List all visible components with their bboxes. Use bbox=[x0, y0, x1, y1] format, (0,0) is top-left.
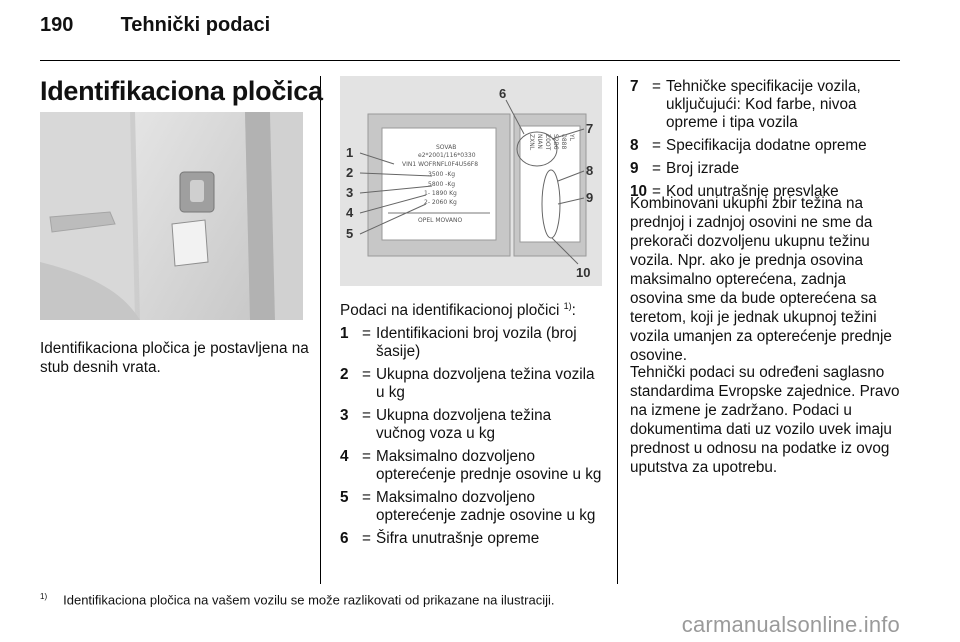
item-number: 10 bbox=[630, 183, 648, 200]
paragraph-axle-weights: Kombinovani ukupni zbir težina na prednjoj i zadnjoj osovini ne sme da prekorači dozvoljenu ukupnu težinu vozila. Npr. ako je prednja osovina maksimalno opterećena, zadnja osovina sme da bude opterećena sa teretom, koji je jednak ukupnoj težini vozila umanjen za opterećenje prednje osovine. bbox=[630, 195, 892, 364]
column-divider-1 bbox=[320, 76, 321, 584]
item-number: 6 bbox=[340, 530, 349, 547]
strip-col-3: Z0OT bbox=[544, 134, 551, 151]
list-item bbox=[340, 407, 602, 443]
callout-2: 2 bbox=[346, 165, 354, 180]
item-number: 7 bbox=[630, 78, 639, 95]
plate-intro-suffix: : bbox=[571, 302, 576, 320]
strip-col-6: YL bbox=[568, 134, 575, 142]
column-divider-2 bbox=[617, 76, 618, 584]
plate-line-7: 2- 2060 Kg bbox=[424, 199, 457, 206]
callout-6: 6 bbox=[499, 86, 507, 101]
item-eq: = bbox=[652, 160, 661, 177]
list-item bbox=[340, 325, 602, 361]
plate-line-1: SOVAB bbox=[436, 144, 457, 151]
item-number: 3 bbox=[340, 407, 349, 424]
watermark: carmanualsonline.info bbox=[681, 612, 900, 637]
item-eq: = bbox=[362, 489, 371, 506]
item-text: Ukupna dozvoljena težina vozila u kg bbox=[376, 366, 595, 401]
list-item bbox=[340, 489, 602, 525]
item-number: 2 bbox=[340, 366, 349, 383]
identification-plate-illustration bbox=[340, 76, 602, 286]
plate-line-5: 5800 -Kg bbox=[428, 181, 456, 188]
list-item bbox=[340, 530, 602, 548]
item-text: Identifikacioni broj vozila (broj šasije) bbox=[376, 325, 577, 360]
item-number: 4 bbox=[340, 448, 349, 465]
item-eq: = bbox=[362, 366, 371, 383]
plate-items-list-1 bbox=[340, 325, 602, 553]
callout-3: 3 bbox=[346, 185, 354, 200]
item-number: 8 bbox=[630, 137, 639, 154]
plate-line-6: 1- 1890 Kg bbox=[424, 190, 457, 197]
plate-line-2: e2*2001/116*0330 bbox=[418, 152, 476, 159]
strip-col-4: S2B6 bbox=[552, 134, 559, 150]
callout-8: 8 bbox=[586, 163, 594, 178]
strip-col-5: 0888 bbox=[560, 134, 567, 150]
plate-intro bbox=[340, 297, 610, 320]
plate-line-8: OPEL MOVANO bbox=[418, 217, 463, 224]
list-item bbox=[630, 137, 900, 155]
plate-line-4: 3500 -Kg bbox=[428, 171, 456, 178]
item-text: Ukupna dozvoljena težina vučnog voza u kg bbox=[376, 407, 552, 442]
item-text: Šifra unutrašnje opreme bbox=[376, 530, 540, 547]
item-eq: = bbox=[362, 407, 371, 424]
item-text: Tehničke specifikacije vozila, uključujući: Kod farbe, nivoa opreme i tipa vozila bbox=[666, 78, 861, 131]
header-rule bbox=[40, 60, 900, 61]
plate-diagram bbox=[340, 76, 602, 286]
item-text: Maksimalno dozvoljeno opterećenje zadnje osovine u kg bbox=[376, 489, 596, 524]
item-text: Specifikacija dodatne opreme bbox=[666, 137, 867, 154]
plate-intro-text: Podaci na identifikacionoj pločici bbox=[340, 302, 564, 320]
callout-10: 10 bbox=[576, 265, 591, 280]
strip-col-2: NIAN bbox=[536, 134, 543, 149]
page-header bbox=[40, 14, 270, 37]
callout-5: 5 bbox=[346, 226, 354, 241]
footnote-text: Identifikaciona pločica na vašem vozilu se može razlikovati od prikazane na ilustraciji. bbox=[63, 592, 555, 608]
page-number: 190 bbox=[40, 14, 74, 36]
item-text: Kod unutrašnje presvlake bbox=[666, 183, 839, 200]
plate-line-3: VIN1 WOFRNFL0F4U56F8 bbox=[402, 161, 479, 168]
footnote-ref: 1) bbox=[563, 301, 572, 311]
chapter-title: Tehnički podaci bbox=[120, 14, 271, 36]
list-item bbox=[340, 366, 602, 402]
plate-items-list-2 bbox=[630, 78, 900, 206]
list-item bbox=[630, 160, 900, 178]
item-eq: = bbox=[652, 183, 661, 200]
callout-4: 4 bbox=[346, 205, 354, 220]
callout-1: 1 bbox=[346, 145, 354, 160]
item-eq: = bbox=[362, 530, 371, 547]
item-eq: = bbox=[652, 137, 661, 154]
item-number: 9 bbox=[630, 160, 639, 177]
paragraph-standards: Tehnički podaci su određeni saglasno standardima Evropske zajednice. Pravo na izmene je zadržano. Podaci u dokumentima dati uz vozilo uvek imaju prednost u odnosu na podatke iz ovog uputstva za upotrebu. bbox=[630, 364, 900, 476]
list-item bbox=[630, 78, 900, 132]
callout-9: 9 bbox=[586, 190, 594, 205]
list-item bbox=[340, 448, 602, 484]
section-title: Identifikaciona pločica bbox=[40, 76, 323, 106]
photo-caption: Identifikaciona pločica je postavljena na stub desnih vrata. bbox=[40, 340, 309, 376]
item-text: Maksimalno dozvoljeno opterećenje prednje osovine u kg bbox=[376, 448, 602, 483]
door-pillar-illustration bbox=[40, 112, 303, 320]
item-eq: = bbox=[362, 448, 371, 465]
item-eq: = bbox=[652, 78, 661, 95]
item-number: 5 bbox=[340, 489, 349, 506]
item-eq: = bbox=[362, 325, 371, 342]
footnote-mark: 1) bbox=[40, 592, 48, 601]
item-number: 1 bbox=[340, 325, 349, 342]
door-pillar-photo bbox=[40, 112, 303, 320]
item-text: Broj izrade bbox=[666, 160, 740, 177]
strip-col-1: ZXNL bbox=[528, 134, 535, 151]
callout-7: 7 bbox=[586, 121, 594, 136]
footnote bbox=[40, 592, 554, 607]
